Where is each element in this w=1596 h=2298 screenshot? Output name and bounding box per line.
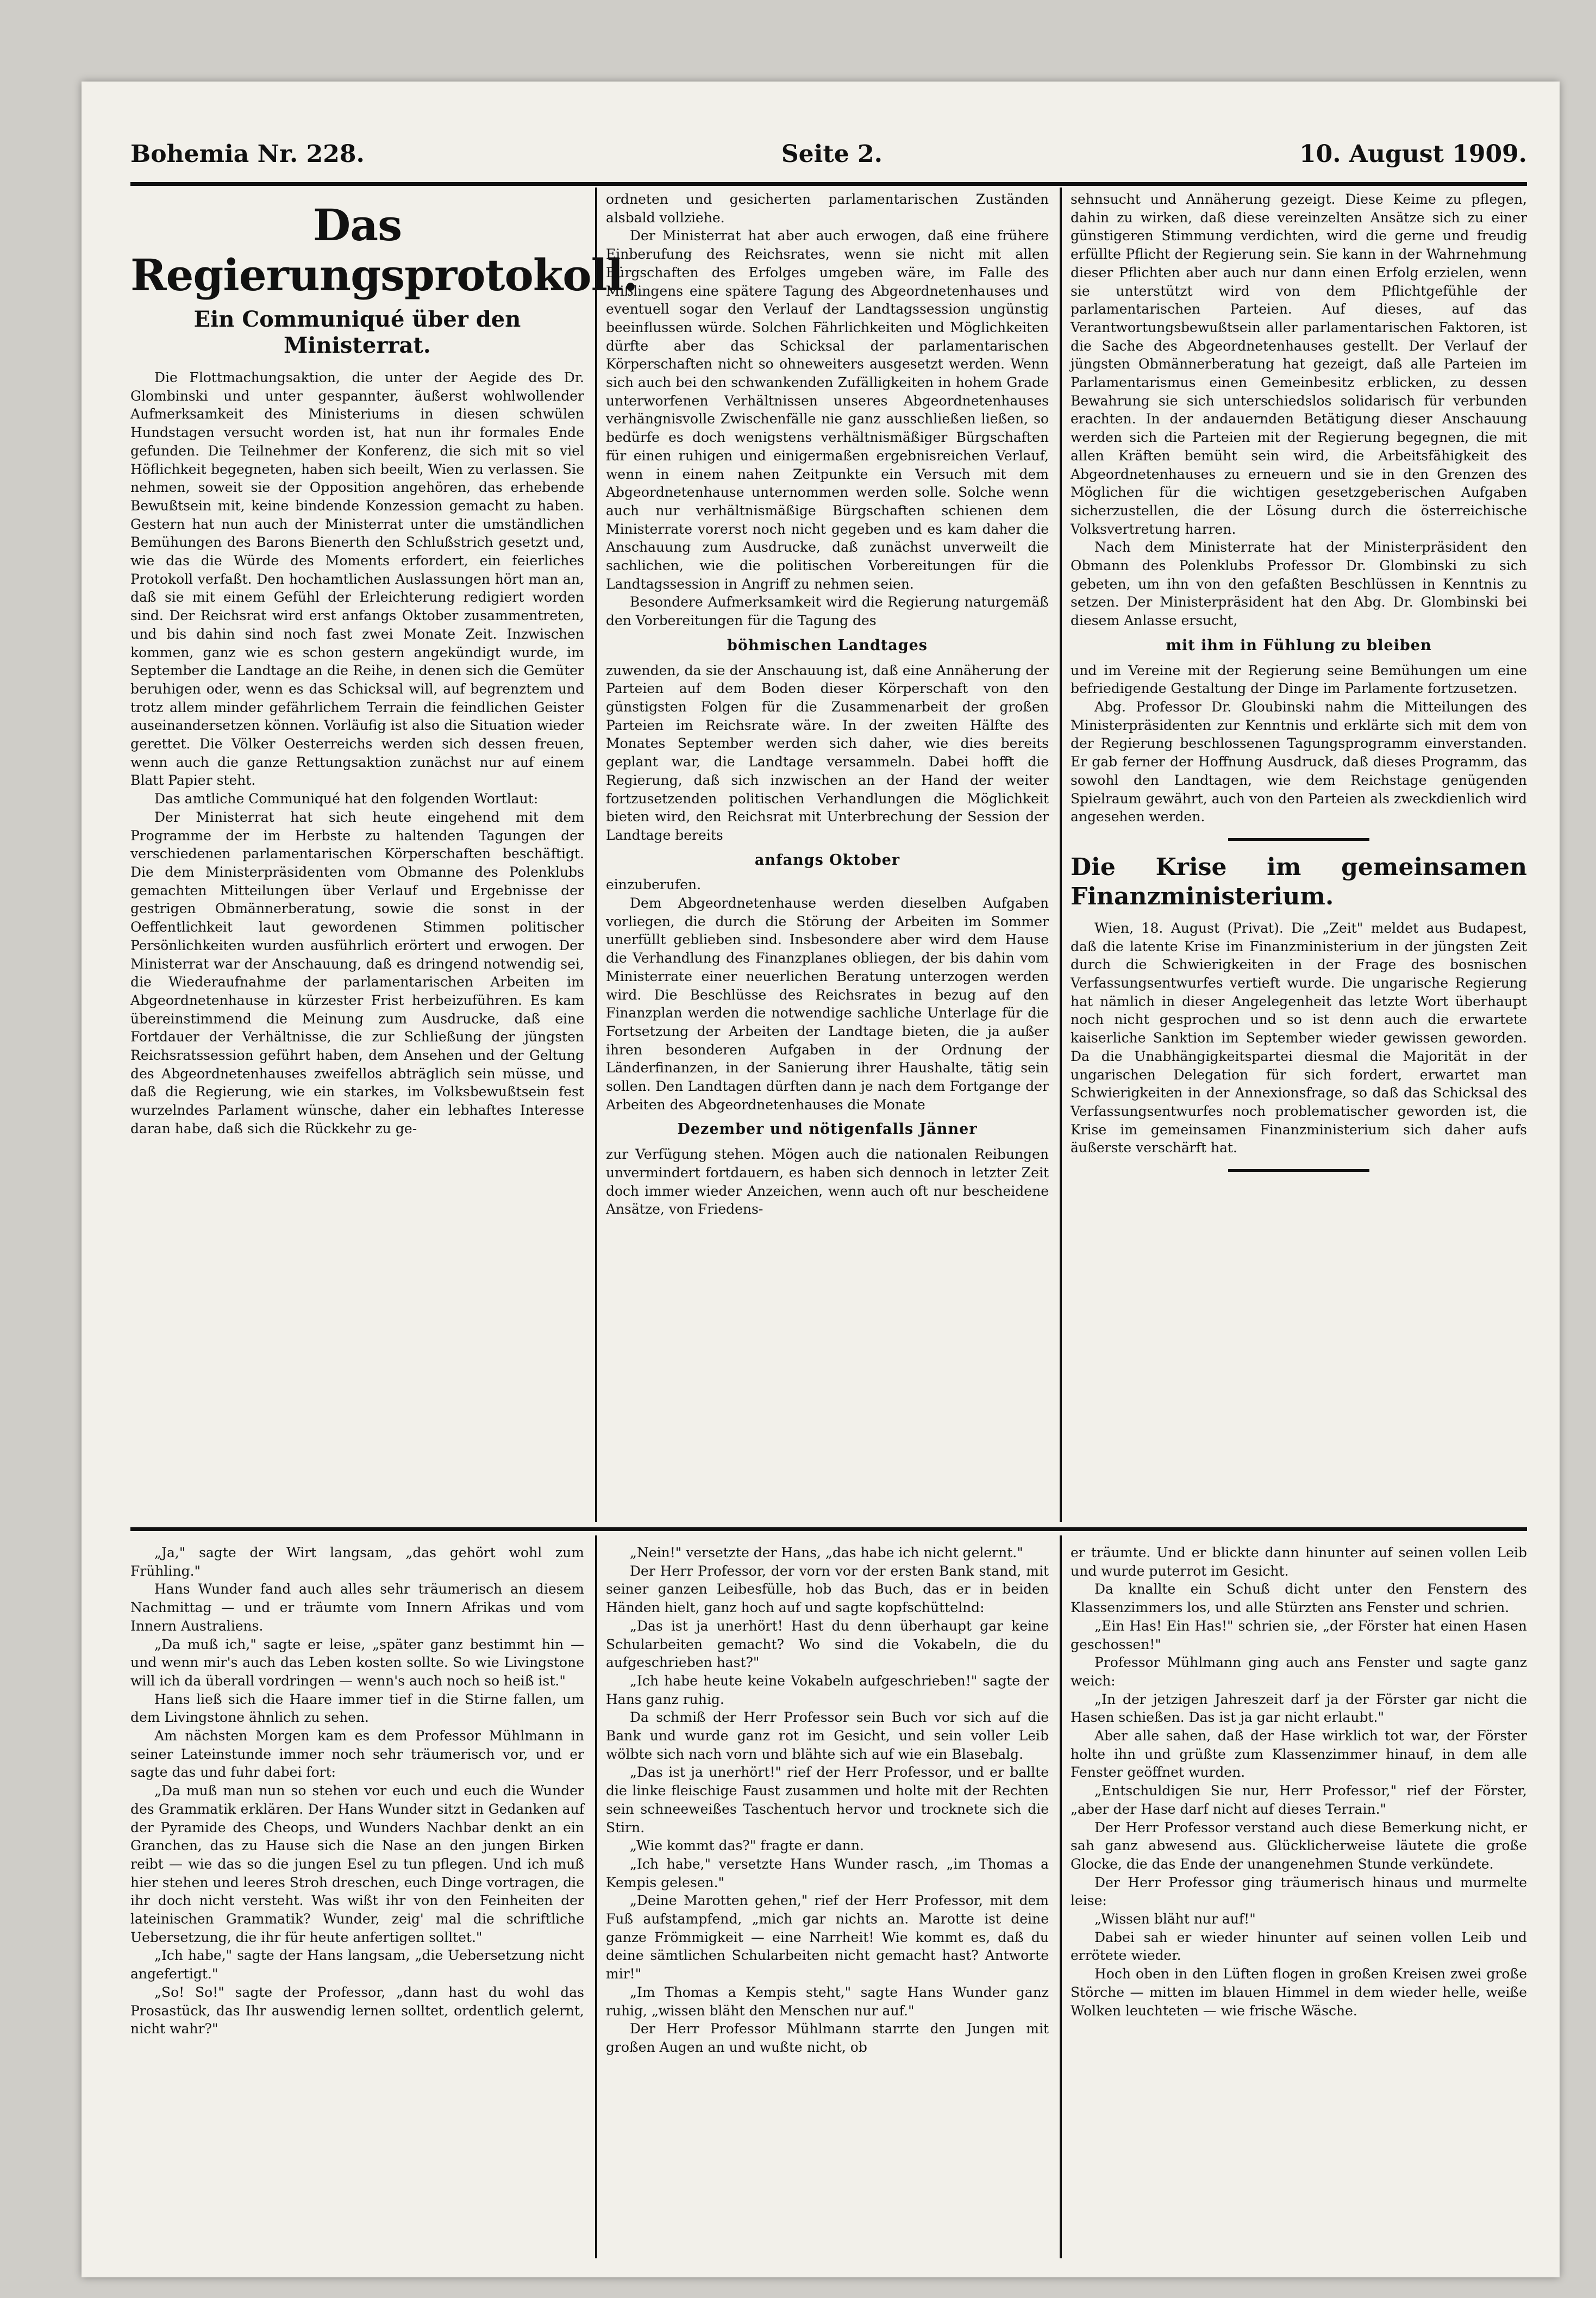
article-headline: Das Regierungsprotokoll. (130, 199, 638, 301)
masthead-date: 10. August 1909. (1299, 140, 1527, 168)
masthead-page-number: Seite 2. (781, 140, 883, 168)
column-divider (595, 188, 597, 1522)
article-separator (1228, 838, 1369, 841)
article-paragraph: sehnsucht und Annäherung gezeigt. Diese Keime zu pflegen, dahin zu wirken, daß diese vereinzelten Ansätze sich zu einer günstigeren Stimmung verdichten, wird die gerne und freudig erfüllte Pflicht der Regierung sein. Sie kann in der Wahrnehmung dieser Pflichten aber auch nur dann einen Erfolg erzielen, wenn sie unterstützt wird von dem Pflichtgefühle der parlamentarischen Parteien. Auf dieses, auf das Verantwortungsbewußtsein aller parlamentarischen Faktoren, ist die Sache des Abgeordnetenhauses gestellt. Der Verlauf der jüngsten Obmännerberatung hat gezeigt, daß alle Parteien im Parlamentarismus einen Gemeinbesitz erblicken, zu dessen Bewahrung sie sich unterschiedslos solidarisch für verbunden erachten. In der andauernden Betätigung dieser Anschauung werden sich die Parteien mit der Regierung begegnen, die mit allen Kräften bemüht sein wird, die Arbeitsfähigkeit des Abgeordnetenhauses zu erneuern und sie in den Grenzen des Möglichen für die wichtigen gesetzgeberischen Aufgaben sicherzustellen, die der Lösung durch die österreichische Volksvertretung harren. (1071, 191, 1527, 537)
story-paragraph: „Im Thomas a Kempis steht," sagte Hans Wunder ganz ruhig, „wissen bläht den Menschen nur auf." (606, 1984, 1049, 2019)
story-paragraph: Der Herr Professor Mühlmann starrte den Jungen mit großen Augen an und wußte nicht, ob (606, 2021, 1049, 2055)
section-heading: mit ihm in Fühlung zu bleiben (1166, 636, 1432, 654)
article-paragraph: Nach dem Ministerrate hat der Ministerpräsident den Obmann des Polenklubs Professor Dr. Glombinski zu sich gebeten, um ihn von den gefaßten Beschlüssen in Kenntnis zu setzen. Der Ministerpräsident hat den Abg. Dr. Glombinski bei diesem Anlasse ersucht, (1071, 539, 1527, 629)
article-paragraph: Die Flottmachungsaktion, die unter der Aegide des Dr. Glombinski und unter gespannter, äußerst wohlwollender Aufmerksamkeit des Ministeriums in diesen schwülen Hundstagen versucht worden ist, hat nun ihr formales Ende gefunden. Die Teilnehmer der Konferenz, die sich mit so viel Höflichkeit begegneten, haben sich beeilt, Wien zu verlassen. Sie nehmen, soweit sie der Opposition angehören, das erhebende Bewußtsein mit, keine bindende Konzession gemacht zu haben. Gestern hat nun auch der Ministerrat unter die umständlichen Bemühungen des Barons Bienerth den Schlußstrich gesetzt und, wie das die Würde des Moments erfordert, ein feierliches Protokoll verfaßt. Den hochamtlichen Auslassungen hört man an, daß sie mit einem Gefühl der Erleichterung redigiert worden sind. Der Reichsrat wird erst anfangs Oktober zusammentreten, und bis dahin sind noch fast zwei Monate Zeit. Inzwischen kommen, ganz wie es schon gestern angekündigt wurde, im September die Landtage an die Reihe, in denen sich die Gemüter beruhigen oder, wenn es das Schicksal will, auf begrenztem und trotz allem minder gefährlichem Terrain die feindlichen Geister auseinandersetzen können. Vorläufig ist also die Situation wieder gerettet. Die Völker Oesterreichs werden sich dessen freuen, wenn auch die ganze Rettungsaktion zunächst nur auf einem Blatt Papier steht. (130, 370, 584, 789)
column-divider (1060, 1535, 1062, 2258)
section-heading: böhmischen Landtages (727, 636, 928, 654)
article-column-2 (606, 190, 1049, 1522)
feuilleton-column-1 (130, 1544, 584, 2261)
krise-headline: Die Krise im gemeinsamen Finanzministerium. (1071, 853, 1527, 910)
story-paragraph: Hans Wunder fand auch alles sehr träumerisch an diesem Nachmittag — und er träumte vom Innern Afrikas und vom Innern Australiens. (130, 1581, 584, 1634)
article-subhead: Ein Communiqué über den Ministerrat. (193, 307, 521, 358)
story-paragraph: Aber alle sahen, daß der Hase wirklich tot war, der Förster holte ihn und grüßte zum Klassenzimmer hinauf, in dem alle Fenster geöffnet wurden. (1071, 1728, 1527, 1781)
story-paragraph: „Ich habe," sagte der Hans langsam, „die Uebersetzung nicht angefertigt." (130, 1947, 584, 1982)
story-paragraph: „Ich habe heute keine Vokabeln aufgeschrieben!" sagte der Hans ganz ruhig. (606, 1672, 1049, 1707)
column-divider (1060, 188, 1062, 1522)
feuilleton-column-2 (606, 1544, 1049, 2261)
story-paragraph: „Nein!" versetzte der Hans, „das habe ich nicht gelernt." (630, 1545, 1023, 1560)
feuilleton-column-3 (1071, 1544, 1527, 2261)
article-paragraph: einzuberufen. (606, 877, 702, 893)
story-paragraph: „Entschuldigen Sie nur, Herr Professor," rief der Förster, „aber der Hase darf nicht auf dieses Terrain." (1071, 1783, 1527, 1817)
story-paragraph: „Wissen bläht nur auf!" (1094, 1911, 1256, 1927)
story-paragraph: „So! So!" sagte der Professor, „dann hast du wohl das Prosastück, das Ihr auswendig lernen solltet, ordentlich gelernt, nicht wahr?" (130, 1984, 584, 2037)
story-paragraph: „Wie kommt das?" fragte er dann. (630, 1838, 864, 1854)
article-separator (1228, 1169, 1369, 1172)
story-paragraph: Der Herr Professor ging träumerisch hinaus und murmelte leise: (1071, 1874, 1527, 1909)
masthead-rule (130, 182, 1527, 186)
article-paragraph: Wien, 18. August (Privat). Die „Zeit" meldet aus Budapest, daß die latente Krise im Finanzministerium in der jüngsten Zeit durch die Schwierigkeiten in der Frage des bosnischen Verfassungsentwurfes vertieft wurde. Die ungarische Regierung hat nämlich in dieser Angelegenheit das letzte Wort überhaupt noch nicht gesprochen und so ist denn auch die erwartete kaiserliche Sanktion im September wieder gewissen geworden. Da die Unabhängigkeitspartei diesmal die Majorität in der ungarischen Delegation für sich fordert, erwartet man Schwierigkeiten in der Annexionsfrage, so daß das Schicksal des Verfassungsentwurfes noch problematischer geworden ist, die Krise im gemeinsamen Finanzministerium sich daher aufs äußerste verschärft hat. (1071, 920, 1527, 1156)
article-paragraph: zur Verfügung stehen. Mögen auch die nationalen Reibungen unvermindert fortdauern, es haben sich dennoch in letzter Zeit doch immer wieder Anzeichen, wenn auch oft nur bescheidene Ansätze, von Friedens- (606, 1146, 1049, 1217)
masthead-issue: Bohemia Nr. 228. (130, 140, 365, 168)
story-paragraph: Dabei sah er wieder hinunter auf seinen vollen Leib und errötete wieder. (1071, 1929, 1527, 1964)
article-paragraph: Besondere Aufmerksamkeit wird die Regierung naturgemäß den Vorbereitungen für die Tagung des (606, 594, 1049, 629)
article-paragraph: Abg. Professor Dr. Gloubinski nahm die Mitteilungen des Ministerpräsidenten zur Kenntnis und erklärte sich mit dem von der Regierung beschlossenen Tagungsprogramm einverstanden. Er gab ferner der Hoffnung Ausdruck, daß dieses Programm, das sowohl den Landtagen, wie dem Reichstage genügenden Spielraum gewährt, auch von den Parteien als zweckdienlich wird angesehen werden. (1071, 698, 1527, 825)
story-paragraph: er träumte. Und er blickte dann hinunter auf seinen vollen Leib und wurde puterrot im Gesicht. (1071, 1545, 1527, 1579)
masthead (130, 140, 1527, 178)
article-paragraph: ordneten und gesicherten parlamentarischen Zuständen alsbald vollziehe. (606, 191, 1049, 226)
story-paragraph: „Das ist ja unerhört!" rief der Herr Professor, und er ballte die linke fleischige Faust zusammen und holte mit der Rechten sein schneeweißes Taschentuch hervor und trocknete sich die Stirn. (606, 1764, 1049, 1835)
article-paragraph: und im Vereine mit der Regierung seine Bemühungen um eine befriedigende Gestaltung der Dinge im Parlamente fortzusetzen. (1071, 662, 1527, 697)
column-divider (595, 1535, 597, 2258)
article-paragraph: Dem Abgeordnetenhause werden dieselben Aufgaben vorliegen, die durch die Störung der Arbeiten im Sommer unerfüllt geblieben sind. Insbesondere aber wird dem Hause die Verhandlung des Finanzplanes obliegen, der bis dahin vom Ministerrate einer neuerlichen Beratung unterzogen werden wird. Die Beschlüsse des Reichsrates in bezug auf den Finanzplan werden die notwendige sachliche Unterlage für die Fortsetzung der Arbeiten der Landtage bieten, die ja außer ihren besonderen Aufgaben in der Ordnung der Länderfinanzen, in der Sanierung ihrer Haushalte, tätig sein sollen. Den Landtagen dürften dann je nach dem Fortgange der Arbeiten des Abgeordnetenhauses die Monate (606, 895, 1049, 1113)
story-paragraph: „Ja," sagte der Wirt langsam, „das gehört wohl zum Frühling." (130, 1545, 584, 1579)
article-paragraph: Der Ministerrat hat sich heute eingehend mit dem Programme der im Herbste zu haltenden Tagungen der verschiedenen parlamentarischen Körperschaften beschäftigt. Die dem Ministerpräsidenten vom Obmanne des Polenklubs gemachten Mitteilungen über Verlauf und Ergebnisse der gestrigen Obmännerberatung, sowie die sonst in der Oeffentlichkeit laut gewordenen Stimmen politischer Persönlichkeiten wurden ausführlich erörtert und erwogen. Der Ministerrat war der Anschauung, daß es dringend notwendig sei, die Wiederaufnahme der parlamentarischen Arbeiten im Abgeordnetenhause in kürzester Frist herbeizuführen. Es kam übereinstimmend die Meinung zum Ausdrucke, daß eine Fortdauer der Verhältnisse, die zur Schließung der jüngsten Reichsratssession geführt haben, dem Ansehen und der Geltung des Abgeordnetenhauses zweifellos abträglich sein müsse, und daß die Regierung, wie ein starkes, im Volksbewußtsein fest wurzelndes Parlament wünsche, daher ein lebhaftes Interesse daran habe, daß sich die Rückkehr zu ge- (130, 809, 584, 1136)
story-paragraph: Da knallte ein Schuß dicht unter den Fenstern des Klassenzimmers los, und alle Stürzten ans Fenster und schrien. (1071, 1581, 1527, 1616)
article-column-1 (130, 196, 638, 1522)
story-paragraph: „Ein Has! Ein Has!" schrien sie, „der Förster hat einen Hasen geschossen!" (1071, 1618, 1527, 1652)
story-paragraph: Am nächsten Morgen kam es dem Professor Mühlmann in seiner Lateinstunde immer noch sehr träumerisch vor, und er sagte das und fuhr dabei fort: (130, 1728, 584, 1781)
article-paragraph: Das amtliche Communiqué hat den folgenden Wortlaut: (154, 791, 539, 807)
story-paragraph: „In der jetzigen Jahreszeit darf ja der Förster gar nicht die Hasen schießen. Das ist ja gar nicht erlaubt." (1071, 1691, 1527, 1726)
story-paragraph: „Da muß man nun so stehen vor euch und euch die Wunder des Grammatik erklären. Der Hans Wunder sitzt in Gedanken auf der Pyramide des Cheops, und Wunders Nachbar denkt an ein Granchen, das zu Hause sich die Nase an den jungen Birken reibt — wie das so die jungen Esel zu tun pflegen. Und ich muß hier stehen und leeres Stroh dreschen, euch Dinge vortragen, die ihr doch nicht versteht. Was wißt ihr von den Feinheiten der lateinischen Grammatik? Wunder, zeig' mal die schriftliche Uebersetzung, die ihr für heute anfertigen solltet." (130, 1783, 584, 1945)
story-paragraph: Hoch oben in den Lüften flogen in großen Kreisen zwei große Störche — mitten im blauen Himmel in dem wieder helle, weiße Wolken leuchteten — wie frische Wäsche. (1071, 1966, 1527, 2019)
section-heading: Dezember und nötigenfalls Jänner (677, 1121, 978, 1138)
story-paragraph: „Ich habe," versetzte Hans Wunder rasch, „im Thomas a Kempis gelesen." (606, 1856, 1049, 1890)
story-paragraph: „Das ist ja unerhört! Hast du denn überhaupt gar keine Schularbeiten gemacht? Wo sind die Vokabeln, die du aufgeschrieben hast?" (606, 1618, 1049, 1671)
story-paragraph: Der Herr Professor, der vorn vor der ersten Bank stand, mit seiner ganzen Leibesfülle, hob das Buch, das er in beiden Händen hielt, ganz hoch auf und sagte kopfschüttelnd: (606, 1563, 1049, 1616)
story-paragraph: „Da muß ich," sagte er leise, „später ganz bestimmt hin — und wenn mir's auch das Leben kosten sollte. So wie Livingstone will ich da überall vordringen — wenn's auch noch so heiß ist." (130, 1636, 584, 1689)
story-paragraph: Da schmiß der Herr Professor sein Buch vor sich auf die Bank und wurde ganz rot im Gesicht, und sein voller Leib wölbte sich nach vorn und blähte sich auf wie ein Blasebalg. (606, 1709, 1049, 1762)
section-heading: anfangs Oktober (754, 851, 900, 869)
article-paragraph: zuwenden, da sie der Anschauung ist, daß eine Annäherung der Parteien auf dem Boden dieser Körperschaft von den günstigsten Folgen für die Zusammenarbeit der großen Parteien im Reichsrate wäre. In der zweiten Hälfte des Monates September werden sich daher, wie dies bereits geplant war, die Landtage versammeln. Dabei hofft die Regierung, daß sich inzwischen an der Hand der weiter fortzusetzenden politischen Verhandlungen die Möglichkeit bieten wird, den Reichsrat mit Unterbrechung der Session der Landtage bereits (606, 662, 1049, 843)
story-paragraph: Hans ließ sich die Haare immer tief in die Stirne fallen, um dem Livingstone ähnlich zu sehen. (130, 1691, 584, 1726)
article-column-3 (1071, 190, 1527, 1522)
article-paragraph: Der Ministerrat hat aber auch erwogen, daß eine frühere Einberufung des Reichsrates, wenn sie nicht mit allen Bürgschaften des Erfolges umgeben wäre, im Falle des Mißlingens eine spätere Tagung des Abgeordnetenhauses und eventuell sogar den Verlauf der Landtagssession ungünstig beeinflussen würde. Solchen Fährlichkeiten und Möglichkeiten dürfte aber das Schicksal der parlamentarischen Körperschaften nicht so ohneweiters ausgesetzt werden. Wenn sich auch bei den schwankenden Zufälligkeiten in hohem Grade unterworfenen Verhältnissen unseres Abgeordnetenhauses verhängnisvolle Zwischenfälle nie ganz ausschließen ließen, so bedürfe es doch wenigstens verhältnismäßiger Bürgschaften für einen ruhigen und einigermaßen ergebnisreichen Verlauf, wenn in einem nahen Zeitpunkte ein Versuch mit dem Abgeordnetenhause unternommen werden solle. Solche wenn auch nur verhältnismäßige Bürgschaften schienen dem Ministerrate vorerst noch nicht gegeben und es kam daher die Anschauung zum Ausdrucke, daß zunächst unverweilt die sachlichen, wie die politischen Vorbereitungen für die Landtagssession in Angriff zu nehmen seien. (606, 228, 1049, 592)
newspaper-page (82, 82, 1560, 2277)
story-paragraph: Professor Mühlmann ging auch ans Fenster und sagte ganz weich: (1071, 1654, 1527, 1689)
feuilleton-rule (130, 1527, 1527, 1531)
story-paragraph: Der Herr Professor verstand auch diese Bemerkung nicht, er sah ganz abwesend aus. Glücklicherweise läutete die große Glocke, die das Ende der unangenehmen Stunde verkündete. (1071, 1819, 1527, 1872)
story-paragraph: „Deine Marotten gehen," rief der Herr Professor, mit dem Fuß aufstampfend, „mich gar nichts an. Marotte ist deine ganze Frömmigkeit — eine Narrheit! Wie kommt es, daß du deine sämtlichen Schularbeiten nicht gemacht hast? Antworte mir!" (606, 1893, 1049, 1982)
